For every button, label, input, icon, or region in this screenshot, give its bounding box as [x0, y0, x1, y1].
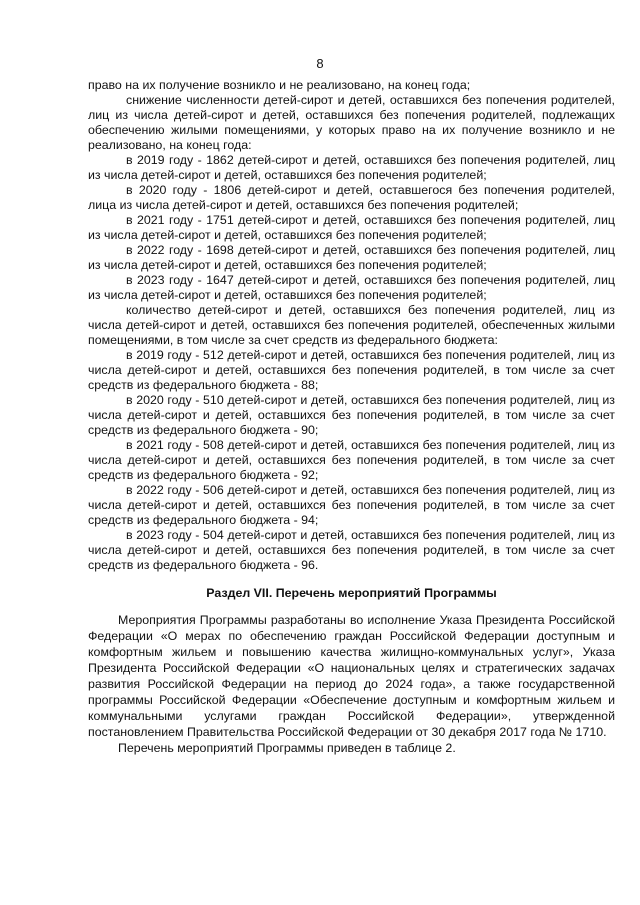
- paragraph: в 2019 году - 512 детей-сирот и детей, оставшихся без попечения родителей, лиц из числа детей-сирот и детей, оставшихся без попечения родителей, в том числе за счет средств из федерального бюджета - 88;: [88, 348, 615, 392]
- document-body: [88, 78, 615, 756]
- paragraph: в 2022 году - 1698 детей-сирот и детей, оставшихся без попечения родителей, лиц из числа детей-сирот и детей, оставшихся без попечения родителей;: [88, 243, 615, 272]
- paragraph: в 2021 году - 508 детей-сирот и детей, оставшихся без попечения родителей, лиц из числа детей-сирот и детей, оставшихся без попечения родителей, в том числе за счет средств из федерального бюджета - 92;: [88, 438, 615, 482]
- paragraph: в 2019 году - 1862 детей-сирот и детей, оставшихся без попечения родителей, лиц из числа детей-сирот и детей, оставшихся без попечения родителей;: [88, 153, 615, 182]
- paragraph: Мероприятия Программы разработаны во исполнение Указа Президента Российской Федерации «О мерах по обеспечению граждан Российской Федерации доступным и комфортным жильем и повышению качества жилищно-коммунальных услуг», Указа Президента Российской Федерации «О национальных целях и стратегических задачах развития Российской Федерации на период до 2024 года», а также государственной программы Российской Федерации «Обеспечение доступным и комфортным жильем и коммунальными услугами граждан Российской Федерации», утвержденной постановлением Правительства Российской Федерации от 30 декабря 2017 года № 1710.: [88, 613, 615, 739]
- section-heading: Раздел VII. Перечень мероприятий Программы: [206, 586, 497, 600]
- paragraph: в 2022 году - 506 детей-сирот и детей, оставшихся без попечения родителей, лиц из числа детей-сирот и детей, оставшихся без попечения родителей, в том числе за счет средств из федерального бюджета - 94;: [88, 483, 615, 527]
- paragraph: количество детей-сирот и детей, оставшихся без попечения родителей, лиц из числа детей-сирот и детей, оставшихся без попечения родителей, обеспеченных жилыми помещениями, в том числе за счет средств из федерального бюджета:: [88, 303, 615, 347]
- paragraph: в 2021 году - 1751 детей-сирот и детей, оставшихся без попечения родителей, лиц из числа детей-сирот и детей, оставшихся без попечения родителей;: [88, 213, 615, 242]
- paragraph: в 2023 году - 504 детей-сирот и детей, оставшихся без попечения родителей, лиц из числа детей-сирот и детей, оставшихся без попечения родителей, в том числе за счет средств из федерального бюджета - 96.: [88, 528, 615, 572]
- paragraph: в 2020 году - 1806 детей-сирот и детей, оставшегося без попечения родителей, лица из числа детей-сирот и детей, оставшихся без попечения родителей;: [88, 183, 615, 212]
- paragraph: снижение численности детей-сирот и детей, оставшихся без попечения родителей, лиц из числа детей-сирот и детей, оставшихся без попечения родителей, подлежащих обеспечению жилыми помещениями, у которых право на их получение возникло и не реализовано, на конец года:: [88, 93, 615, 152]
- paragraph: в 2023 году - 1647 детей-сирот и детей, оставшихся без попечения родителей, лиц из числа детей-сирот и детей, оставшихся без попечения родителей;: [88, 273, 615, 302]
- paragraph: в 2020 году - 510 детей-сирот и детей, оставшихся без попечения родителей, лиц из числа детей-сирот и детей, оставшихся без попечения родителей, в том числе за счет средств из федерального бюджета - 90;: [88, 393, 615, 437]
- page-number: 8: [316, 56, 324, 71]
- paragraph: Перечень мероприятий Программы приведен в таблице 2.: [118, 741, 456, 755]
- paragraph: право на их получение возникло и не реализовано, на конец года;: [88, 78, 471, 92]
